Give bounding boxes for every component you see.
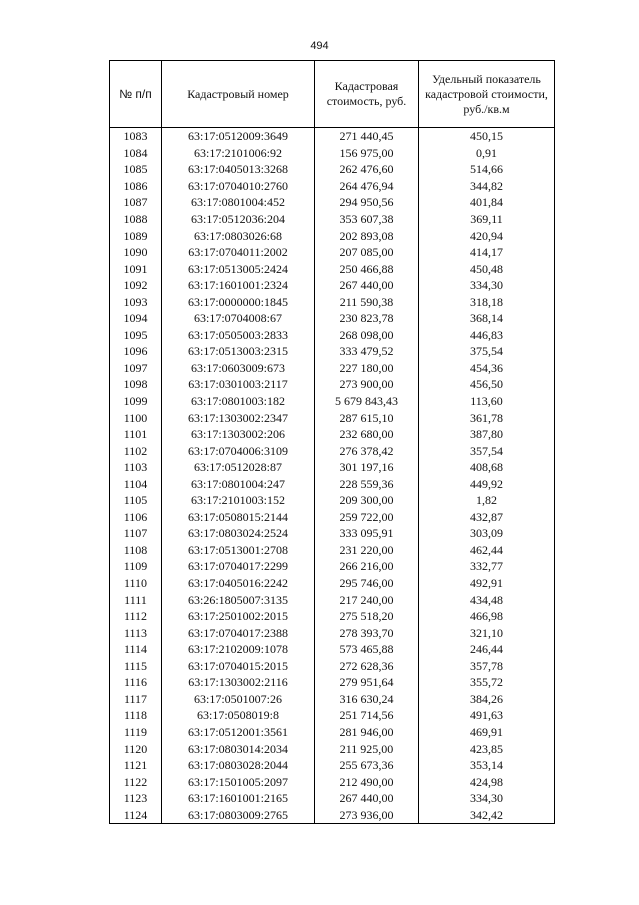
cadastral-value: 212 490,00 (315, 773, 419, 790)
cadastral-value: 5 679 843,43 (315, 393, 419, 410)
cadastral-value: 294 950,56 (315, 194, 419, 211)
cadastral-number: 63:17:0704011:2002 (162, 244, 315, 261)
specific-indicator: 492,91 (419, 575, 555, 592)
table-row (110, 145, 555, 162)
cadastral-number: 63:17:0512028:87 (162, 459, 315, 476)
cadastral-number: 63:17:0513005:2424 (162, 260, 315, 277)
row-number: 1084 (110, 145, 162, 162)
specific-indicator: 462,44 (419, 542, 555, 559)
cadastral-number: 63:17:1303002:2116 (162, 674, 315, 691)
row-number: 1089 (110, 227, 162, 244)
specific-indicator: 454,36 (419, 360, 555, 377)
specific-indicator: 491,63 (419, 707, 555, 724)
cadastral-value: 217 240,00 (315, 591, 419, 608)
row-number: 1104 (110, 475, 162, 492)
specific-indicator: 469,91 (419, 724, 555, 741)
specific-indicator: 353,14 (419, 757, 555, 774)
table-row (110, 691, 555, 708)
specific-indicator: 246,44 (419, 641, 555, 658)
header-num: № п/п (110, 61, 162, 128)
specific-indicator: 384,26 (419, 691, 555, 708)
specific-indicator: 450,48 (419, 260, 555, 277)
table-row (110, 244, 555, 261)
row-number: 1103 (110, 459, 162, 476)
cadastral-number: 63:17:1303002:206 (162, 426, 315, 443)
cadastral-number: 63:17:0405013:3268 (162, 161, 315, 178)
cadastral-value: 278 393,70 (315, 624, 419, 641)
cadastral-number: 63:17:0405016:2242 (162, 575, 315, 592)
table-row (110, 393, 555, 410)
header-specific-indicator: Удельный показатель кадастровой стоимости, руб./кв.м (419, 61, 555, 128)
cadastral-value: 267 440,00 (315, 790, 419, 807)
cadastral-number: 63:17:0801004:247 (162, 475, 315, 492)
cadastral-value: 316 630,24 (315, 691, 419, 708)
row-number: 1097 (110, 360, 162, 377)
specific-indicator: 424,98 (419, 773, 555, 790)
cadastral-number: 63:17:0505003:2833 (162, 327, 315, 344)
specific-indicator: 334,30 (419, 277, 555, 294)
row-number: 1108 (110, 542, 162, 559)
cadastral-number: 63:17:0512009:3649 (162, 128, 315, 145)
table-body (110, 128, 555, 824)
cadastral-value: 250 466,88 (315, 260, 419, 277)
row-number: 1107 (110, 525, 162, 542)
table-row (110, 360, 555, 377)
page-number: 494 (310, 40, 329, 52)
row-number: 1086 (110, 178, 162, 195)
row-number: 1114 (110, 641, 162, 658)
cadastral-number: 63:17:0513001:2708 (162, 542, 315, 559)
table-row (110, 459, 555, 476)
cadastral-number: 63:17:1601001:2324 (162, 277, 315, 294)
table-row (110, 178, 555, 195)
row-number: 1088 (110, 211, 162, 228)
specific-indicator: 355,72 (419, 674, 555, 691)
table-row (110, 806, 555, 823)
specific-indicator: 342,42 (419, 806, 555, 823)
specific-indicator: 408,68 (419, 459, 555, 476)
cadastral-value: 333 479,52 (315, 343, 419, 360)
cadastral-number: 63:17:0513003:2315 (162, 343, 315, 360)
cadastral-value: 281 946,00 (315, 724, 419, 741)
cadastral-value: 230 823,78 (315, 310, 419, 327)
table-row (110, 724, 555, 741)
cadastral-value: 228 559,36 (315, 475, 419, 492)
table-row (110, 575, 555, 592)
table-row (110, 475, 555, 492)
table-row (110, 674, 555, 691)
cadastral-number: 63:17:0512001:3561 (162, 724, 315, 741)
table-row (110, 277, 555, 294)
cadastral-number: 63:17:1501005:2097 (162, 773, 315, 790)
cadastral-table (109, 60, 555, 824)
specific-indicator: 449,92 (419, 475, 555, 492)
cadastral-value: 295 746,00 (315, 575, 419, 592)
header-row (110, 61, 555, 128)
cadastral-number: 63:17:0801003:182 (162, 393, 315, 410)
table-row (110, 624, 555, 641)
cadastral-number: 63:17:0803009:2765 (162, 806, 315, 823)
specific-indicator: 401,84 (419, 194, 555, 211)
cadastral-value: 333 095,91 (315, 525, 419, 542)
table-row (110, 211, 555, 228)
specific-indicator: 368,14 (419, 310, 555, 327)
cadastral-number: 63:17:0704010:2760 (162, 178, 315, 195)
row-number: 1113 (110, 624, 162, 641)
table-row (110, 343, 555, 360)
table-row (110, 227, 555, 244)
table-row (110, 740, 555, 757)
cadastral-value: 287 615,10 (315, 409, 419, 426)
cadastral-value: 262 476,60 (315, 161, 419, 178)
specific-indicator: 446,83 (419, 327, 555, 344)
row-number: 1117 (110, 691, 162, 708)
specific-indicator: 432,87 (419, 509, 555, 526)
cadastral-number: 63:17:0704015:2015 (162, 658, 315, 675)
cadastral-value: 271 440,45 (315, 128, 419, 145)
cadastral-value: 276 378,42 (315, 442, 419, 459)
row-number: 1100 (110, 409, 162, 426)
row-number: 1112 (110, 608, 162, 625)
cadastral-value: 202 893,08 (315, 227, 419, 244)
row-number: 1099 (110, 393, 162, 410)
table-row (110, 260, 555, 277)
cadastral-number: 63:17:1303002:2347 (162, 409, 315, 426)
row-number: 1118 (110, 707, 162, 724)
cadastral-value: 273 936,00 (315, 806, 419, 823)
table-row (110, 757, 555, 774)
row-number: 1115 (110, 658, 162, 675)
cadastral-number: 63:17:0803014:2034 (162, 740, 315, 757)
specific-indicator: 113,60 (419, 393, 555, 410)
cadastral-value: 231 220,00 (315, 542, 419, 559)
cadastral-number: 63:17:0603009:673 (162, 360, 315, 377)
row-number: 1110 (110, 575, 162, 592)
cadastral-number: 63:17:1601001:2165 (162, 790, 315, 807)
row-number: 1093 (110, 293, 162, 310)
specific-indicator: 414,17 (419, 244, 555, 261)
row-number: 1096 (110, 343, 162, 360)
specific-indicator: 321,10 (419, 624, 555, 641)
row-number: 1091 (110, 260, 162, 277)
row-number: 1095 (110, 327, 162, 344)
specific-indicator: 420,94 (419, 227, 555, 244)
cadastral-value: 227 180,00 (315, 360, 419, 377)
table-row (110, 161, 555, 178)
cadastral-value: 268 098,00 (315, 327, 419, 344)
row-number: 1119 (110, 724, 162, 741)
cadastral-value: 255 673,36 (315, 757, 419, 774)
cadastral-number: 63:17:0501007:26 (162, 691, 315, 708)
cadastral-number: 63:17:0508015:2144 (162, 509, 315, 526)
table-row (110, 707, 555, 724)
specific-indicator: 514,66 (419, 161, 555, 178)
cadastral-value: 232 680,00 (315, 426, 419, 443)
cadastral-value: 275 518,20 (315, 608, 419, 625)
cadastral-number: 63:17:0704017:2388 (162, 624, 315, 641)
specific-indicator: 456,50 (419, 376, 555, 393)
specific-indicator: 318,18 (419, 293, 555, 310)
table-row (110, 128, 555, 145)
row-number: 1090 (110, 244, 162, 261)
cadastral-value: 259 722,00 (315, 509, 419, 526)
row-number: 1123 (110, 790, 162, 807)
cadastral-number: 63:17:0704017:2299 (162, 558, 315, 575)
specific-indicator: 434,48 (419, 591, 555, 608)
cadastral-value: 279 951,64 (315, 674, 419, 691)
cadastral-value: 301 197,16 (315, 459, 419, 476)
table-row (110, 310, 555, 327)
table-row (110, 194, 555, 211)
cadastral-number: 63:17:0512036:204 (162, 211, 315, 228)
specific-indicator: 357,54 (419, 442, 555, 459)
row-number: 1102 (110, 442, 162, 459)
row-number: 1109 (110, 558, 162, 575)
cadastral-number: 63:17:2101003:152 (162, 492, 315, 509)
cadastral-number: 63:17:2102009:1078 (162, 641, 315, 658)
cadastral-value: 207 085,00 (315, 244, 419, 261)
cadastral-number: 63:17:0803026:68 (162, 227, 315, 244)
table-row (110, 293, 555, 310)
cadastral-number: 63:17:0301003:2117 (162, 376, 315, 393)
cadastral-number: 63:17:0000000:1845 (162, 293, 315, 310)
specific-indicator: 361,78 (419, 409, 555, 426)
table-row (110, 409, 555, 426)
specific-indicator: 423,85 (419, 740, 555, 757)
specific-indicator: 369,11 (419, 211, 555, 228)
cadastral-number: 63:17:0803024:2524 (162, 525, 315, 542)
table-row (110, 426, 555, 443)
cadastral-number: 63:17:0704008:67 (162, 310, 315, 327)
row-number: 1105 (110, 492, 162, 509)
row-number: 1121 (110, 757, 162, 774)
row-number: 1124 (110, 806, 162, 823)
table-row (110, 442, 555, 459)
table-header (110, 61, 555, 128)
table-row (110, 591, 555, 608)
row-number: 1094 (110, 310, 162, 327)
specific-indicator: 1,82 (419, 492, 555, 509)
row-number: 1085 (110, 161, 162, 178)
row-number: 1106 (110, 509, 162, 526)
specific-indicator: 303,09 (419, 525, 555, 542)
table-row (110, 492, 555, 509)
table-row (110, 790, 555, 807)
cadastral-number: 63:17:0801004:452 (162, 194, 315, 211)
cadastral-value: 209 300,00 (315, 492, 419, 509)
header-cadastral-value: Кадастровая стоимость, руб. (315, 61, 419, 128)
row-number: 1122 (110, 773, 162, 790)
specific-indicator: 357,78 (419, 658, 555, 675)
cadastral-value: 211 925,00 (315, 740, 419, 757)
table-row (110, 509, 555, 526)
cadastral-number: 63:26:1805007:3135 (162, 591, 315, 608)
cadastral-value: 266 216,00 (315, 558, 419, 575)
cadastral-value: 156 975,00 (315, 145, 419, 162)
row-number: 1098 (110, 376, 162, 393)
specific-indicator: 334,30 (419, 790, 555, 807)
table-row (110, 376, 555, 393)
table-row (110, 558, 555, 575)
row-number: 1111 (110, 591, 162, 608)
row-number: 1101 (110, 426, 162, 443)
specific-indicator: 450,15 (419, 128, 555, 145)
cadastral-number: 63:17:2101006:92 (162, 145, 315, 162)
row-number: 1092 (110, 277, 162, 294)
row-number: 1120 (110, 740, 162, 757)
header-cadastral-number: Кадастровый номер (162, 61, 315, 128)
table-row (110, 327, 555, 344)
cadastral-value: 264 476,94 (315, 178, 419, 195)
cadastral-number: 63:17:2501002:2015 (162, 608, 315, 625)
table-row (110, 542, 555, 559)
table-row (110, 658, 555, 675)
cadastral-value: 353 607,38 (315, 211, 419, 228)
specific-indicator: 332,77 (419, 558, 555, 575)
row-number: 1087 (110, 194, 162, 211)
cadastral-number: 63:17:0508019:8 (162, 707, 315, 724)
cadastral-value: 272 628,36 (315, 658, 419, 675)
table-row (110, 525, 555, 542)
cadastral-value: 251 714,56 (315, 707, 419, 724)
row-number: 1116 (110, 674, 162, 691)
specific-indicator: 387,80 (419, 426, 555, 443)
table-row (110, 608, 555, 625)
specific-indicator: 466,98 (419, 608, 555, 625)
specific-indicator: 375,54 (419, 343, 555, 360)
cadastral-number: 63:17:0704006:3109 (162, 442, 315, 459)
cadastral-value: 211 590,38 (315, 293, 419, 310)
table-row (110, 641, 555, 658)
specific-indicator: 0,91 (419, 145, 555, 162)
cadastral-number: 63:17:0803028:2044 (162, 757, 315, 774)
cadastral-value: 573 465,88 (315, 641, 419, 658)
row-number: 1083 (110, 128, 162, 145)
cadastral-value: 267 440,00 (315, 277, 419, 294)
cadastral-value: 273 900,00 (315, 376, 419, 393)
table-row (110, 773, 555, 790)
specific-indicator: 344,82 (419, 178, 555, 195)
